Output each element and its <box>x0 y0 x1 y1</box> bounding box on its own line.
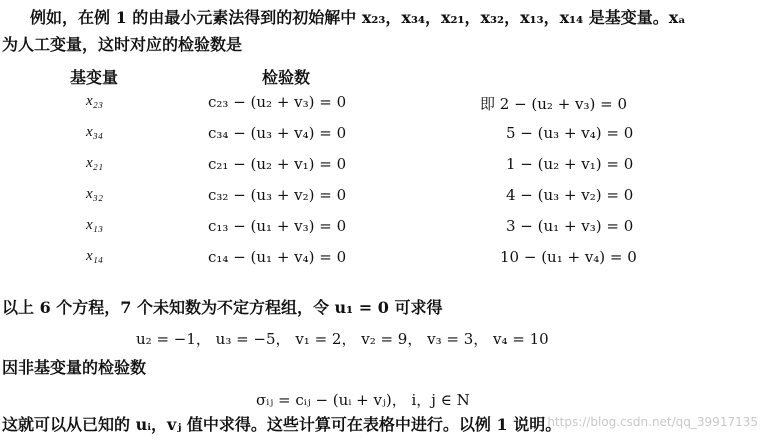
row-formula: c₂₃ − (u₂ + v₃) = 0 <box>208 93 347 111</box>
row-numeric: 1 − (u₂ + v₁) = 0 <box>506 155 634 173</box>
table-row <box>0 246 768 270</box>
intro-line-1: 例如，在例 1 的由最小元素法得到的初始解中 x₂₃，x₃₄，x₂₁，x₃₂，x₁₃，x₁₄ 是基变量。xₐ <box>30 8 686 27</box>
row-var: x₁₃ <box>86 217 104 233</box>
table-row <box>0 215 768 239</box>
header-check-num: 检验数 <box>262 68 311 87</box>
row-var: x₂₁ <box>86 155 104 171</box>
row-numeric: 10 − (u₁ + v₄) = 0 <box>500 248 637 266</box>
conclusion-text: 这就可以从已知的 uᵢ，vⱼ 值中求得。这些计算可在表格中进行。以例 1 说明。 <box>2 415 562 434</box>
row-numeric: 4 − (u₃ + v₂) = 0 <box>506 186 634 204</box>
row-var: x₃₂ <box>86 186 104 202</box>
table-row <box>0 184 768 208</box>
header-basic-var: 基变量 <box>70 68 119 87</box>
intro-line-2: 为人工变量，这时对应的检验数是 <box>2 35 243 54</box>
solve-text: 以上 6 个方程，7 个未知数为不定方程组，令 u₁ = 0 可求得 <box>2 298 443 317</box>
table-header <box>0 63 768 87</box>
row-formula: c₃₄ − (u₃ + v₄) = 0 <box>208 124 347 142</box>
row-numeric: 3 − (u₁ + v₃) = 0 <box>506 217 634 235</box>
row-formula: c₁₄ − (u₁ + v₄) = 0 <box>208 248 347 266</box>
table-row <box>0 122 768 146</box>
row-formula: c₃₂ − (u₃ + v₂) = 0 <box>208 186 347 204</box>
row-numeric: 5 − (u₃ + v₄) = 0 <box>506 124 634 142</box>
table-row <box>0 91 768 115</box>
row-var: x₂₃ <box>86 93 104 109</box>
row-numeric: 即 2 − (u₂ + v₃) = 0 <box>480 95 628 113</box>
sigma-formula: σᵢⱼ = cᵢⱼ − (uᵢ + vⱼ)， i，j ∈ N <box>256 391 470 409</box>
row-var: x₁₄ <box>86 248 104 264</box>
row-formula: c₂₁ − (u₂ + v₁) = 0 <box>208 155 347 173</box>
row-formula: c₁₃ − (u₁ + v₃) = 0 <box>208 217 347 235</box>
watermark: https://blog.csdn.net/qq_39917135 <box>547 415 758 429</box>
row-var: x₃₄ <box>86 124 104 140</box>
table-row <box>0 153 768 177</box>
solution-values: u₂ = −1， u₃ = −5， v₁ = 2， v₂ = 9， v₃ = 3， v₄ = 10 <box>136 330 549 348</box>
nonbasic-text: 因非基变量的检验数 <box>2 358 147 377</box>
